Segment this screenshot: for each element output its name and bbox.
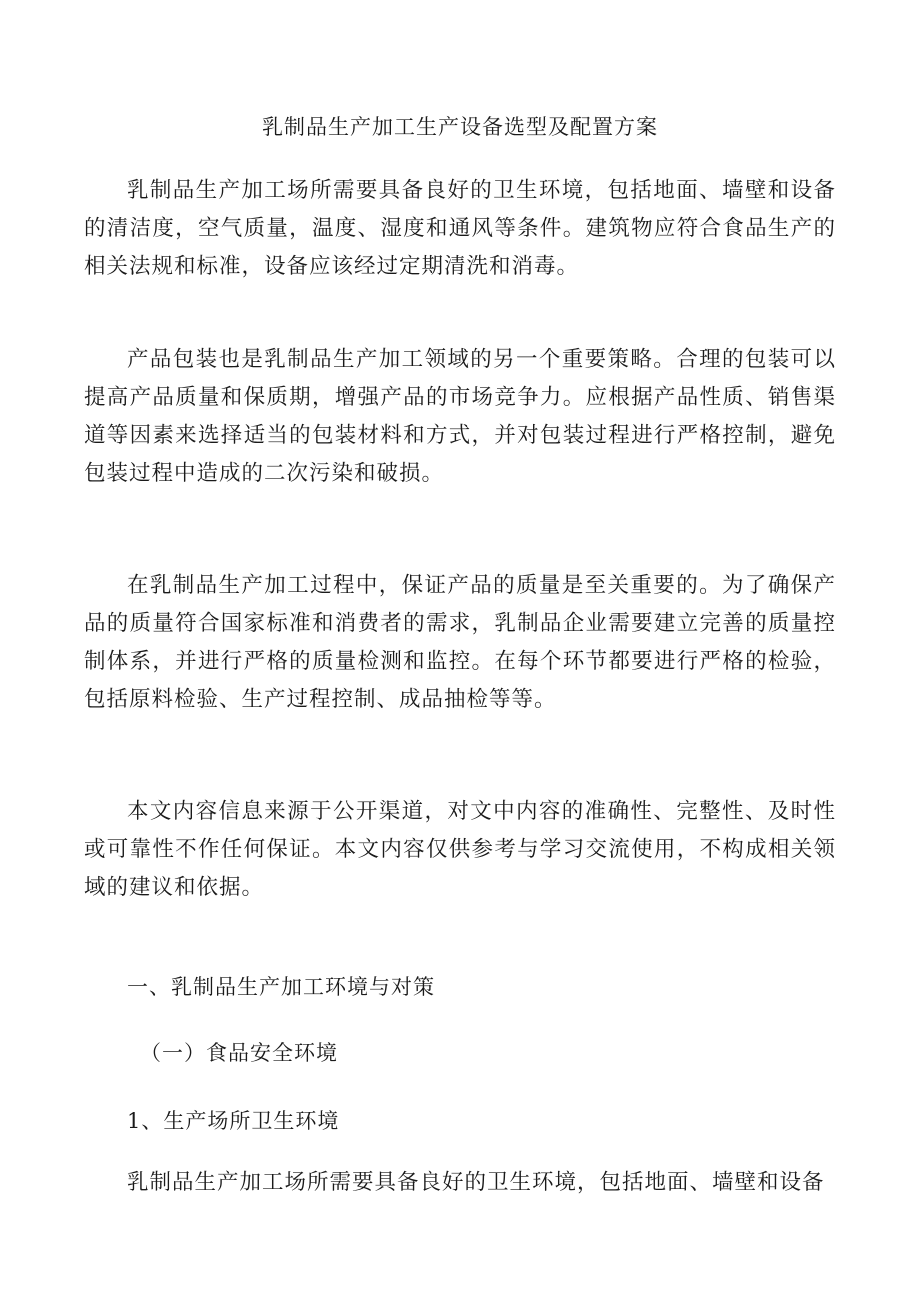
paragraph-quality: 在乳制品生产加工过程中，保证产品的质量是至关重要的。为了确保产品的质量符合国家标准和消费者的需求，乳制品企业需要建立完善的质量控制体系，并进行严格的质量检测和监控。在每个环节都要进行严格的检验，包括原料检验、生产过程控制、成品抽检等等。 [84, 573, 836, 712]
document-title: 乳制品生产加工生产设备选型及配置方案 [262, 115, 658, 139]
section-heading-1: 一、乳制品生产加工环境与对策 [127, 975, 435, 999]
section-heading-3: 1、生产场所卫生环境 [127, 1109, 340, 1133]
paragraph-final: 乳制品生产加工场所需要具备良好的卫生环境，包括地面、墙壁和设备 [127, 1170, 825, 1195]
paragraph-hygiene: 乳制品生产加工场所需要具备良好的卫生环境，包括地面、墙壁和设备的清洁度，空气质量，温度、湿度和通风等条件。建筑物应符合食品生产的相关法规和标准，设备应该经过定期清洗和消毒。 [84, 178, 836, 279]
section-heading-2: （一）食品安全环境 [140, 1041, 338, 1065]
paragraph-disclaimer: 本文内容信息来源于公开渠道，对文中内容的准确性、完整性、及时性或可靠性不作任何保证。本文内容仅供参考与学习交流使用，不构成相关领域的建议和依据。 [84, 799, 836, 900]
paragraph-packaging: 产品包装也是乳制品生产加工领域的另一个重要策略。合理的包装可以提高产品质量和保质期，增强产品的市场竞争力。应根据产品性质、销售渠道等因素来选择适当的包装材料和方式，并对包装过程进行严格控制，避免包装过程中造成的二次污染和破损。 [84, 347, 836, 486]
